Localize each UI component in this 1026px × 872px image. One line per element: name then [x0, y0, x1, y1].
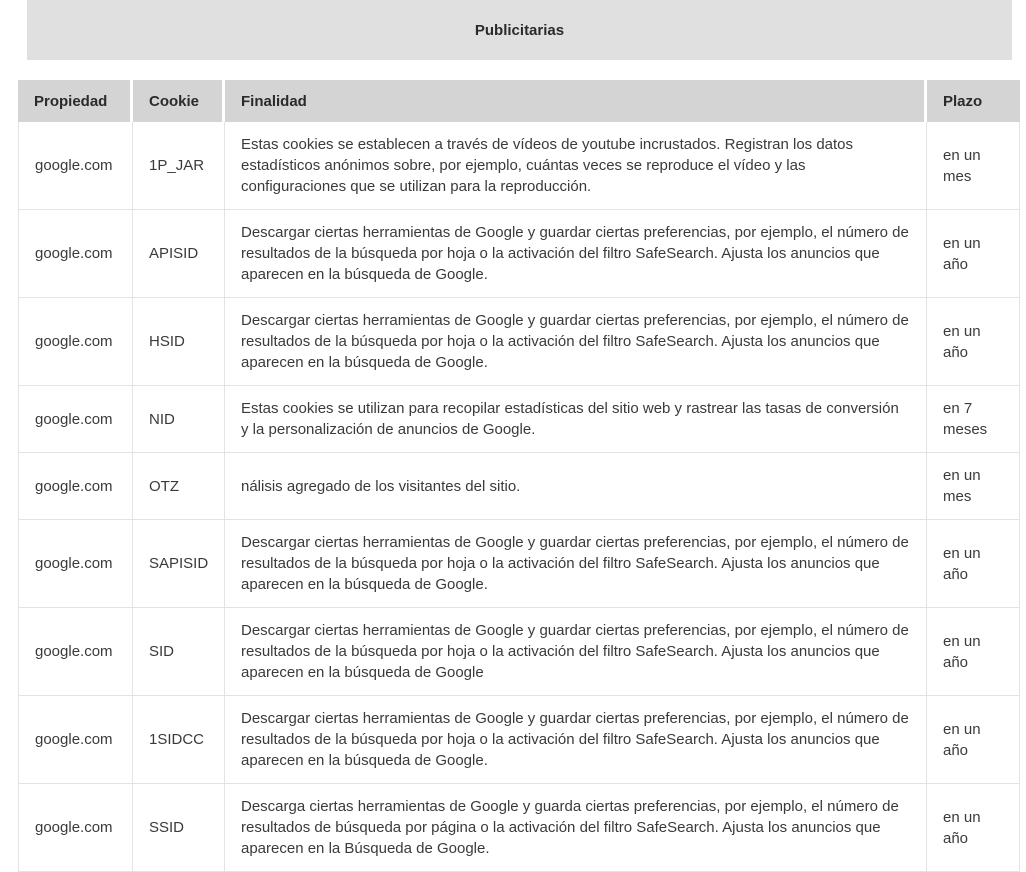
section-title: Publicitarias: [474, 21, 565, 39]
cell-cookie-name: APISID: [133, 210, 225, 297]
table-row: [18, 453, 1020, 520]
cell-plazo: en un mes: [943, 146, 981, 185]
table-row: [18, 784, 1020, 872]
cell-plazo: en un año: [943, 544, 981, 583]
cell-propiedad: google.com: [19, 696, 133, 783]
column-header-propiedad: Propiedad: [18, 80, 133, 122]
cell-finalidad: Estas cookies se establecen a través de vídeos de youtube incrustados. Registran los datos estadísticos anónimos sobre, por ejemplo, cuántas veces se reproduce el vídeo y las configuraciones que se utilizan para la reproducción.: [225, 122, 927, 209]
cell-propiedad: google.com: [19, 520, 133, 607]
cell-propiedad: google.com: [19, 453, 133, 519]
cell-plazo: en un año: [943, 720, 981, 759]
table-body: [18, 122, 1020, 872]
cell-finalidad: Descargar ciertas herramientas de Google y guardar ciertas preferencias, por ejemplo, el número de resultados de la búsqueda por hoja o la activación del filtro SafeSearch. Ajusta los anuncios que aparecen en la búsqueda de Google.: [225, 520, 927, 607]
cell-propiedad: google.com: [19, 608, 133, 695]
cell-plazo: en 7 meses: [943, 400, 988, 438]
cell-cookie-name: SAPISID: [133, 520, 225, 607]
cell-plazo: en un año: [943, 632, 981, 671]
cell-finalidad: Descargar ciertas herramientas de Google y guardar ciertas preferencias, por ejemplo, el número de resultados de la búsqueda por hoja o la activación del filtro SafeSearch. Ajusta los anuncios que aparecen en la búsqueda de Google.: [225, 298, 927, 385]
table-row: [18, 520, 1020, 608]
column-header-plazo: Plazo: [927, 80, 1020, 122]
table-header-row: [18, 80, 1020, 122]
cell-propiedad: google.com: [19, 122, 133, 209]
cell-propiedad: google.com: [19, 386, 133, 452]
cell-finalidad: Descargar ciertas herramientas de Google y guardar ciertas preferencias, por ejemplo, el número de resultados de la búsqueda por hoja o la activación del filtro SafeSearch. Ajusta los anuncios que aparecen en la búsqueda de Google.: [225, 696, 927, 783]
table-row: [18, 298, 1020, 386]
cell-plazo: en un año: [943, 322, 981, 361]
cell-finalidad: Descarga ciertas herramientas de Google y guarda ciertas preferencias, por ejemplo, el número de resultados de búsqueda por página o la activación del filtro SafeSearch. Ajusta los anuncios que aparecen en la Búsqueda de Google.: [225, 784, 927, 871]
cell-finalidad: Descargar ciertas herramientas de Google y guardar ciertas preferencias, por ejemplo, el número de resultados de la búsqueda por hoja o la activación del filtro SafeSearch. Ajusta los anuncios que aparecen en la búsqueda de Google.: [225, 210, 927, 297]
cell-finalidad: nálisis agregado de los visitantes del sitio.: [225, 453, 927, 519]
cell-propiedad: google.com: [19, 784, 133, 871]
cell-cookie-name: SID: [133, 608, 225, 695]
cell-finalidad: Estas cookies se utilizan para recopilar estadísticas del sitio web y rastrear las tasas de conversión y la personalización de anuncios de Google.: [225, 386, 927, 452]
cell-cookie-name: SSID: [133, 784, 225, 871]
cell-plazo: en un mes: [943, 467, 981, 505]
table-row: [18, 122, 1020, 210]
cell-cookie-name: OTZ: [133, 453, 225, 519]
column-header-finalidad: Finalidad: [225, 80, 927, 122]
cell-propiedad: google.com: [19, 298, 133, 385]
cell-cookie-name: 1SIDCC: [133, 696, 225, 783]
section-banner: [27, 0, 1012, 60]
cell-plazo: en un año: [943, 234, 981, 273]
cell-cookie-name: HSID: [133, 298, 225, 385]
table-row: [18, 210, 1020, 298]
column-header-cookie: Cookie: [133, 80, 225, 122]
cell-plazo: en un año: [943, 808, 981, 847]
table-row: [18, 696, 1020, 784]
table-row: [18, 386, 1020, 453]
table-row: [18, 608, 1020, 696]
cell-finalidad: Descargar ciertas herramientas de Google y guardar ciertas preferencias, por ejemplo, el número de resultados de la búsqueda por hoja o la activación del filtro SafeSearch. Ajusta los anuncios que aparecen en la búsqueda de Google: [225, 608, 927, 695]
cell-propiedad: google.com: [19, 210, 133, 297]
cookies-table: [18, 80, 1020, 872]
cell-cookie-name: NID: [133, 386, 225, 452]
cell-cookie-name: 1P_JAR: [133, 122, 225, 209]
